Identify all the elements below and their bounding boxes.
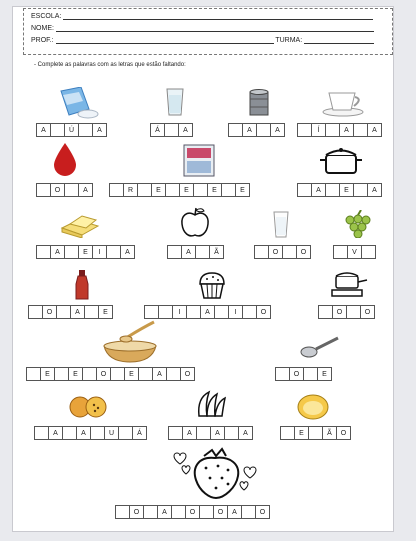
letter-box: A	[227, 505, 242, 519]
blank-letter-box[interactable]	[26, 367, 41, 381]
spoon-icon	[300, 336, 340, 360]
blank-letter-box[interactable]	[195, 245, 210, 259]
bananas-icon	[195, 390, 227, 420]
letter-box: I	[92, 245, 107, 259]
letter-box: A	[311, 183, 326, 197]
blank-letter-box[interactable]	[64, 245, 79, 259]
blank-letter-box[interactable]	[297, 183, 312, 197]
teacup-icon	[321, 89, 365, 117]
word-row	[228, 123, 284, 137]
letter-box: A	[210, 426, 225, 440]
tin-can-icon	[248, 89, 270, 117]
letter-box: O	[289, 367, 304, 381]
blank-letter-box[interactable]	[275, 367, 290, 381]
blank-letter-box[interactable]	[325, 123, 340, 137]
blank-letter-box[interactable]	[353, 183, 368, 197]
letter-box: A	[181, 245, 196, 259]
nome-line	[31, 24, 374, 32]
letter-box: O	[332, 305, 347, 319]
letter-box: Ú	[64, 123, 79, 137]
word-row	[36, 123, 106, 137]
word-row	[26, 367, 194, 381]
blank-letter-box[interactable]	[78, 123, 93, 137]
melon-icon	[296, 393, 330, 421]
blank-letter-box[interactable]	[56, 305, 71, 319]
blank-letter-box[interactable]	[325, 183, 340, 197]
letter-box: V	[347, 245, 362, 259]
letter-box: A	[367, 123, 382, 137]
passion-fruit-icon	[68, 393, 108, 419]
blank-letter-box[interactable]	[109, 183, 124, 197]
letter-box: I	[228, 305, 243, 319]
letter-box: O	[42, 305, 57, 319]
letter-box: A	[76, 426, 91, 440]
blank-letter-box[interactable]	[118, 426, 133, 440]
letter-box: A	[48, 426, 63, 440]
instruction-text: - Complete as palavras com as letras que estão faltando:	[34, 62, 186, 68]
nome-label: NOME:	[31, 25, 54, 32]
blank-letter-box[interactable]	[256, 123, 271, 137]
letter-box: O	[268, 245, 283, 259]
escola-label: ESCOLA:	[31, 13, 62, 20]
blank-letter-box[interactable]	[158, 305, 173, 319]
blank-letter-box[interactable]	[115, 505, 130, 519]
prof-field[interactable]	[56, 36, 274, 44]
blank-letter-box[interactable]	[164, 123, 179, 137]
blank-letter-box[interactable]	[254, 245, 269, 259]
letter-box: O	[185, 505, 200, 519]
blank-letter-box[interactable]	[138, 367, 153, 381]
letter-box: E	[124, 367, 139, 381]
letter-box: E	[339, 183, 354, 197]
blank-letter-box[interactable]	[110, 367, 125, 381]
letter-box: A	[152, 367, 167, 381]
blood-drop-icon	[52, 142, 78, 176]
blank-letter-box[interactable]	[34, 426, 49, 440]
blank-letter-box[interactable]	[221, 183, 236, 197]
letter-box: A	[50, 245, 65, 259]
blank-letter-box[interactable]	[144, 305, 159, 319]
word-row	[280, 426, 350, 440]
letter-box: E	[179, 183, 194, 197]
word-row	[167, 245, 223, 259]
blank-letter-box[interactable]	[333, 245, 348, 259]
letter-box: O	[256, 305, 271, 319]
prof-line	[31, 36, 374, 44]
letter-box: O	[213, 505, 228, 519]
letter-box: A	[78, 183, 93, 197]
letter-box: O	[180, 367, 195, 381]
letter-box: I	[172, 305, 187, 319]
ketchup-bottle-icon	[75, 270, 89, 300]
letter-box: A	[92, 123, 107, 137]
blank-letter-box[interactable]	[50, 123, 65, 137]
apple-icon	[179, 206, 211, 240]
letter-box: Á	[150, 123, 165, 137]
letter-box: A	[178, 123, 193, 137]
blank-letter-box[interactable]	[143, 505, 158, 519]
blank-letter-box[interactable]	[353, 123, 368, 137]
sugar-bag-icon	[57, 87, 99, 119]
blank-letter-box[interactable]	[280, 426, 295, 440]
blank-letter-box[interactable]	[168, 426, 183, 440]
blank-letter-box[interactable]	[297, 123, 312, 137]
letter-box: O	[336, 426, 351, 440]
strawberry-icon	[170, 446, 260, 500]
grapes-icon	[342, 210, 372, 238]
blank-letter-box[interactable]	[196, 426, 211, 440]
blank-letter-box[interactable]	[308, 426, 323, 440]
word-row	[297, 183, 381, 197]
blank-letter-box[interactable]	[36, 183, 51, 197]
word-row	[150, 123, 192, 137]
blank-letter-box[interactable]	[346, 305, 361, 319]
cupcake-icon	[197, 270, 227, 300]
milk-glass-icon	[273, 211, 289, 238]
fridge-icon	[182, 143, 216, 177]
word-row	[144, 305, 270, 319]
blank-letter-box[interactable]	[282, 245, 297, 259]
letter-box: A	[270, 123, 285, 137]
nome-field[interactable]	[56, 24, 374, 32]
header-box	[23, 8, 393, 55]
blank-letter-box[interactable]	[224, 426, 239, 440]
word-row	[109, 183, 249, 197]
letter-box: A	[242, 123, 257, 137]
stove-pot-icon	[328, 270, 368, 300]
escola-field[interactable]	[63, 12, 373, 20]
blank-letter-box[interactable]	[166, 367, 181, 381]
letter-box: Á	[132, 426, 147, 440]
prof-label: PROF.:	[31, 37, 54, 44]
letter-box: A	[367, 183, 382, 197]
blank-letter-box[interactable]	[214, 305, 229, 319]
blank-letter-box[interactable]	[84, 305, 99, 319]
letter-box: E	[78, 245, 93, 259]
blank-letter-box[interactable]	[228, 123, 243, 137]
turma-field[interactable]	[304, 36, 374, 44]
letter-box: E	[235, 183, 250, 197]
letter-box: E	[294, 426, 309, 440]
blank-letter-box[interactable]	[36, 245, 51, 259]
letter-box: O	[50, 183, 65, 197]
porridge-bowl-icon	[102, 320, 158, 364]
word-row	[28, 305, 112, 319]
letter-box: A	[200, 305, 215, 319]
word-row	[34, 426, 146, 440]
blank-letter-box[interactable]	[54, 367, 69, 381]
blank-letter-box[interactable]	[171, 505, 186, 519]
word-row	[168, 426, 252, 440]
letter-box: A	[182, 426, 197, 440]
word-row	[115, 505, 269, 519]
word-row	[36, 183, 92, 197]
blank-letter-box[interactable]	[242, 305, 257, 319]
letter-box: A	[70, 305, 85, 319]
letter-box: A	[120, 245, 135, 259]
blank-letter-box[interactable]	[186, 305, 201, 319]
blank-letter-box[interactable]	[167, 245, 182, 259]
blank-letter-box[interactable]	[303, 367, 318, 381]
blank-letter-box[interactable]	[82, 367, 97, 381]
letter-box: O	[360, 305, 375, 319]
word-row	[275, 367, 331, 381]
blank-letter-box[interactable]	[241, 505, 256, 519]
letter-box: A	[339, 123, 354, 137]
word-row	[254, 245, 310, 259]
letter-box: A	[36, 123, 51, 137]
escola-line	[31, 12, 373, 20]
letter-box: Ã	[322, 426, 337, 440]
letter-box: Í	[311, 123, 326, 137]
letter-box: R	[123, 183, 138, 197]
blank-letter-box[interactable]	[62, 426, 77, 440]
letter-box: E	[98, 305, 113, 319]
word-row	[318, 305, 374, 319]
letter-box: E	[151, 183, 166, 197]
letter-box: E	[207, 183, 222, 197]
blank-letter-box[interactable]	[137, 183, 152, 197]
blank-letter-box[interactable]	[28, 305, 43, 319]
water-glass-icon	[165, 87, 185, 117]
blank-letter-box[interactable]	[318, 305, 333, 319]
letter-box: Ã	[209, 245, 224, 259]
blank-letter-box[interactable]	[193, 183, 208, 197]
blank-letter-box[interactable]	[165, 183, 180, 197]
word-row	[297, 123, 381, 137]
word-row	[36, 245, 134, 259]
letter-box: U	[104, 426, 119, 440]
letter-box: E	[40, 367, 55, 381]
letter-box: A	[238, 426, 253, 440]
letter-box: O	[296, 245, 311, 259]
letter-box: A	[157, 505, 172, 519]
blank-letter-box[interactable]	[106, 245, 121, 259]
letter-box: O	[255, 505, 270, 519]
letter-box: E	[68, 367, 83, 381]
blank-letter-box[interactable]	[361, 245, 376, 259]
letter-box: E	[317, 367, 332, 381]
letter-box: O	[96, 367, 111, 381]
blank-letter-box[interactable]	[90, 426, 105, 440]
word-row	[333, 245, 375, 259]
letter-box: O	[129, 505, 144, 519]
cooking-pot-icon	[320, 146, 362, 176]
turma-label: TURMA:	[275, 37, 303, 44]
blank-letter-box[interactable]	[64, 183, 79, 197]
butter-icon	[60, 210, 100, 238]
blank-letter-box[interactable]	[199, 505, 214, 519]
